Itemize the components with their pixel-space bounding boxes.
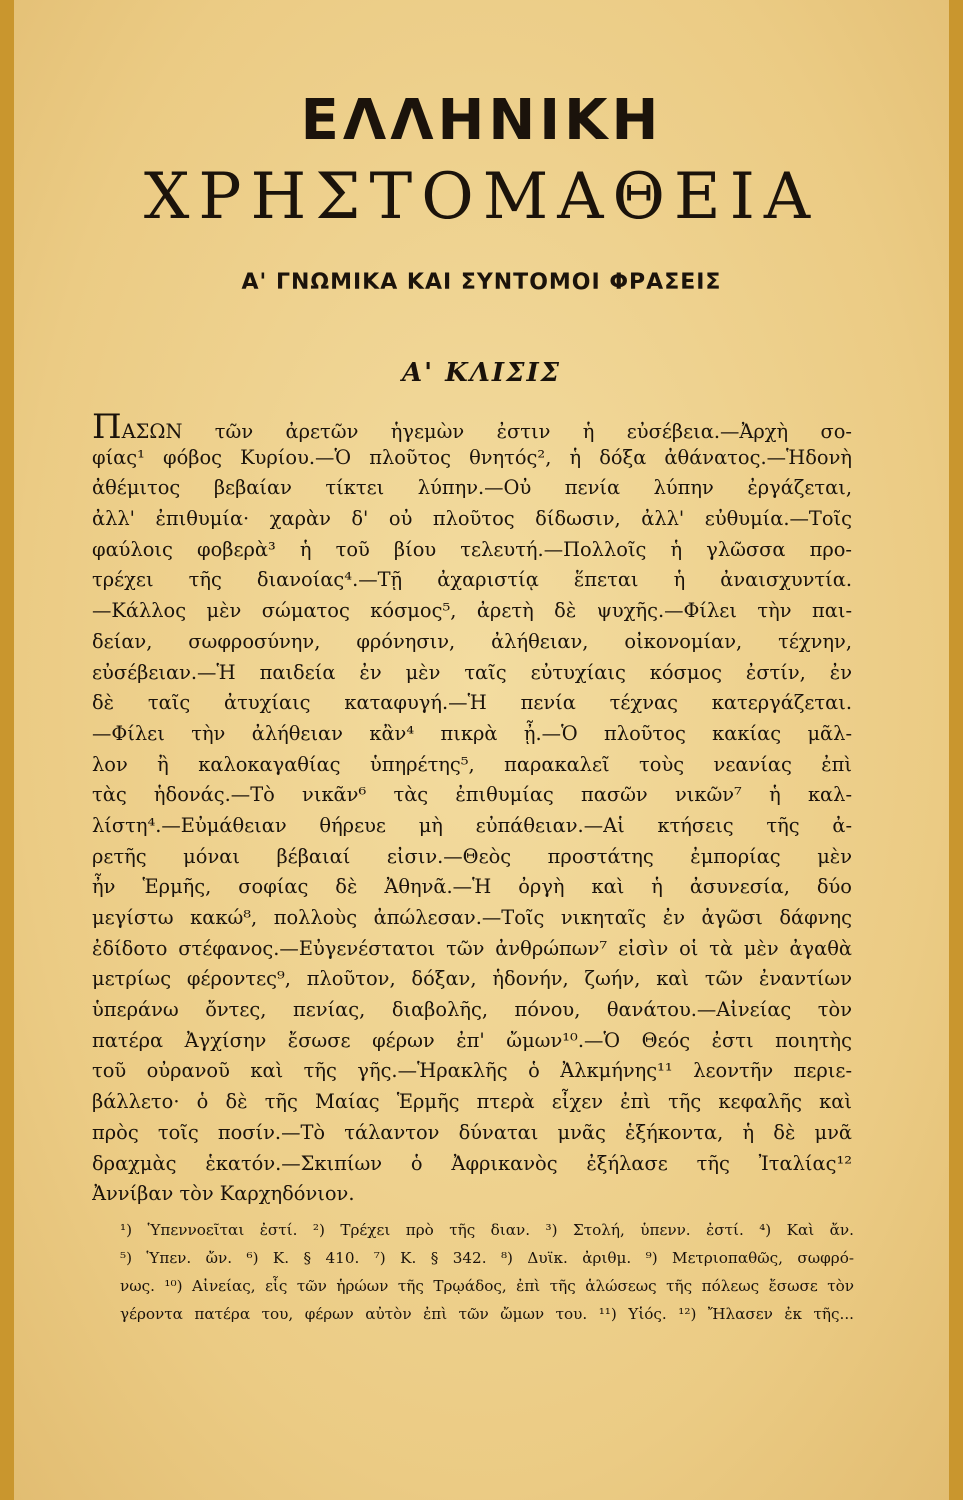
footnote-line: γέροντα πατέρα του, φέρων αὐτὸν ἐπὶ τῶν ὤμων του. ¹¹) Υἱός. ¹²) Ἤλασεν ἐκ τῆς... [120, 1305, 854, 1323]
footnote-line: νως. ¹⁰) Αἰνείας, εἷς τῶν ἡρώων τῆς Τρῳάδος, ἐπὶ τῆς ἁλώσεως τῆς πόλεως ἔσωσε τὸν [120, 1277, 854, 1295]
book-title: ΕΛΛΗΝΙΚΗ [300, 88, 663, 153]
text-line: λον ἢ καλοκαγαθίας ὑπηρέτης⁵, παρακαλεῖ τοὺς νεανίας ἐπὶ [92, 752, 852, 776]
text-line: ὑπεράνω ὄντες, πενίας, διαβολῆς, πόνου, θανάτου.—Αἰνείας τὸν [92, 998, 852, 1022]
text-line: τὰς ἡδονάς.—Τὸ νικᾶν⁶ τὰς ἐπιθυμίας πασῶν νικῶν⁷ ἡ καλ- [92, 783, 852, 807]
text-line: φίας¹ φόβος Κυρίου.—Ὁ πλοῦτος θνητός², ἡ δόξα ἀθάνατος.—Ἡδονὴ [92, 445, 852, 469]
body-text [92, 412, 852, 1210]
text-line: ἀλλ' ἐπιθυμία· χαρὰν δ' οὐ πλοῦτος δίδωσιν, ἀλλ' εὐθυμία.—Τοῖς [92, 507, 852, 531]
drop-cap: Π [92, 412, 122, 443]
text-line: ρετῆς μόναι βέβαιαί εἰσιν.—Θεὸς προστάτης ἐμπορίας μὲν [92, 844, 852, 868]
text-line: Ἀννίβαν τὸν Καρχηδόνιον. [92, 1182, 355, 1206]
text-line: δὲ ταῖς ἀτυχίαις καταφυγή.—Ἡ πενία τέχνας κατεργάζεται. [92, 691, 852, 715]
footnote-line: ¹) Ὑπεννοεῖται ἐστί. ²) Τρέχει πρὸ τῆς διαν. ³) Στολή, ὑπενν. ἐστί. ⁴) Καὶ ἄν. [120, 1221, 854, 1239]
text-line: βάλλετο· ὁ δὲ τῆς Μαίας Ἑρμῆς πτερὰ εἶχεν ἐπὶ τῆς κεφαλῆς καὶ [92, 1090, 852, 1114]
text-line: πατέρα Ἀγχίσην ἔσωσε φέρων ἐπ' ὤμων¹⁰.—Ὁ Θεός ἐστι ποιητὴς [92, 1028, 852, 1052]
text-line: τρέχει τῆς διανοίας⁴.—Τῇ ἀχαριστίᾳ ἕπεται ἡ ἀναισχυντία. [92, 568, 852, 592]
text-line: πρὸς τοῖς ποσίν.—Τὸ τάλαντον δύναται μνᾶς ἑξήκοντα, ἡ δὲ μνᾶ [92, 1120, 852, 1144]
subsection-heading: Α' ΚΛΙΣΙΣ [401, 358, 562, 388]
text-line: μεγίστω κακώ⁸, πολλοὺς ἀπώλεσαν.—Τοῖς νικηταῖς ἐν ἀγῶσι δάφνης [92, 906, 852, 929]
text-line: τοῦ οὐρανοῦ καὶ τῆς γῆς.—Ἡρακλῆς ὁ Ἀλκμήνης¹¹ λεοντῆν περιε- [92, 1059, 852, 1083]
text-line: ΠΑΣΩΝ τῶν ἀρετῶν ἡγεμὼν ἐστιν ἡ εὐσέβεια.—Ἀρχὴ σο- [92, 412, 852, 443]
text-line: δείαν, σωφροσύνην, φρόνησιν, ἀλήθειαν, οἰκονομίαν, τέχνην, [92, 629, 852, 653]
text-line: εὐσέβειαν.—Ἡ παιδεία ἐν μὲν ταῖς εὐτυχίαις κόσμος ἐστίν, ἐν [92, 660, 852, 684]
text-line: δραχμὰς ἑκατόν.—Σκιπίων ὁ Ἀφρικανὸς ἐξήλασε τῆς Ἰταλίας¹² [92, 1151, 852, 1175]
text-line: μετρίως φέροντες⁹, πλοῦτον, δόξαν, ἡδονήν, ζωήν, καὶ τῶν ἐναντίων [92, 967, 852, 991]
section-heading: Α' ΓΝΩΜΙΚΑ ΚΑΙ ΣΥΝΤΟΜΟΙ ΦΡΑΣΕΙΣ [241, 270, 722, 295]
book-page [14, 0, 949, 1500]
text-line: ἀθέμιτος βεβαίαν τίκτει λύπην.—Οὐ πενία λύπην ἐργάζεται, [92, 476, 852, 500]
text-line: ἐδίδοτο στέφανος.—Εὐγενέστατοι τῶν ἀνθρώπων⁷ εἰσὶν οἱ τὰ μὲν ἀγαθὰ [92, 936, 852, 960]
book-subtitle: ΧΡΗΣΤΟΜΑΘΕΙΑ [143, 160, 820, 234]
text-line: —Φίλει τὴν ἀλήθειαν κἂν⁴ πικρὰ ᾖ.—Ὁ πλοῦτος κακίας μᾶλ- [92, 721, 852, 745]
text-line: λίστη⁴.—Εὐμάθειαν θήρευε μὴ εὐπάθειαν.—Αἱ κτήσεις τῆς ἀ- [92, 813, 852, 837]
text-line: ἦν Ἑρμῆς, σοφίας δὲ Ἀθηνᾶ.—Ἡ ὀργὴ καὶ ἡ ἀσυνεσία, δύο [92, 875, 852, 899]
footnotes [120, 1216, 854, 1328]
text-line: —Κάλλος μὲν σώματος κόσμος⁵, ἀρετὴ δὲ ψυχῆς.—Φίλει τὴν παι- [92, 599, 852, 623]
footnote-line: ⁵) Ὑπεν. ὤν. ⁶) Κ. § 410. ⁷) Κ. § 342. ⁸) Δυϊκ. ἀριθμ. ⁹) Μετριοπαθῶς, σωφρό- [120, 1249, 854, 1267]
text-line: φαύλοις φοβερὰ³ ἡ τοῦ βίου τελευτή.—Πολλοῖς ἡ γλῶσσα προ- [92, 537, 852, 561]
